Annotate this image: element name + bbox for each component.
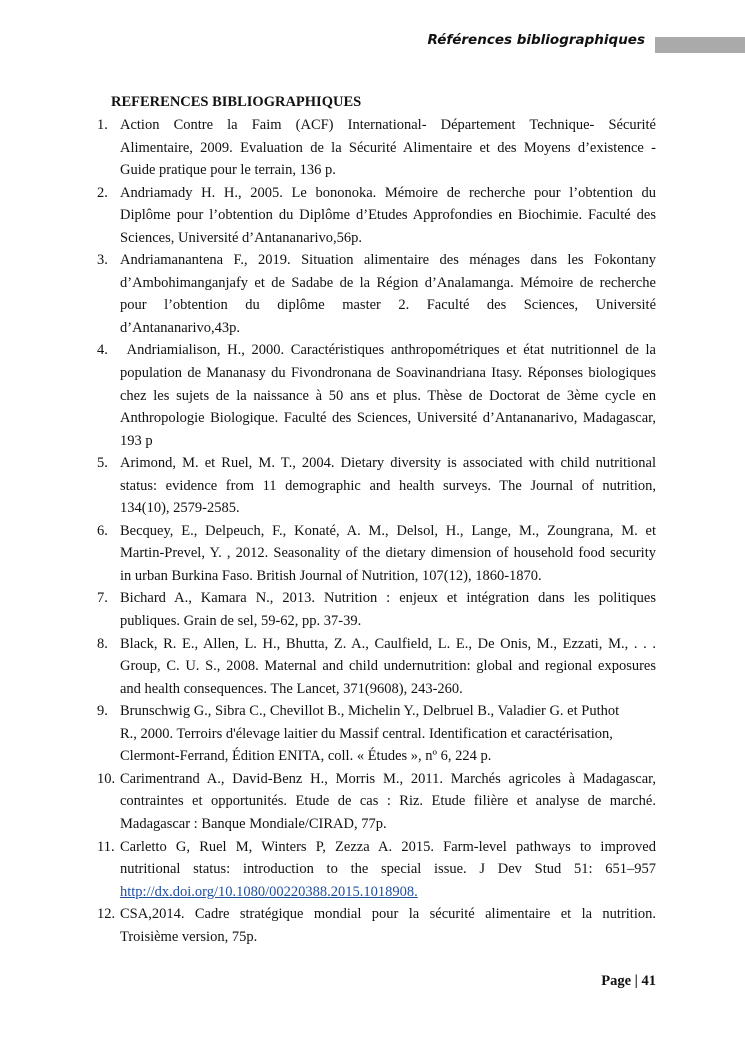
reference-line: publiques. Grain de sel, 59-62, pp. 37-39. bbox=[120, 613, 362, 630]
reference-line: CSA,2014. Cadre stratégique mondial pour la sécurité alimentaire et la nutrition. bbox=[120, 906, 656, 923]
reference-line: Andriamanantena F., 2019. Situation alimentaire des ménages dans les Fokontany bbox=[120, 252, 656, 269]
reference-item bbox=[0, 520, 745, 588]
reference-line: Andriamady H. H., 2005. Le bononoka. Mémoire de recherche pour l’obtention du bbox=[120, 184, 656, 201]
reference-item bbox=[0, 452, 745, 520]
reference-number: 11. bbox=[97, 838, 115, 855]
reference-item bbox=[0, 114, 745, 182]
reference-number: 2. bbox=[97, 184, 108, 201]
reference-line: in urban Burkina Faso. British Journal of Nutrition, 107(12), 1860-1870. bbox=[120, 567, 542, 584]
reference-line: Alimentaire, 2009. Evaluation de la Sécurité Alimentaire et des Moyens d’existence - bbox=[120, 139, 656, 156]
section-title: REFERENCES BIBLIOGRAPHIQUES bbox=[111, 94, 362, 110]
reference-line: Troisième version, 75p. bbox=[120, 928, 258, 945]
reference-line: Bichard A., Kamara N., 2013. Nutrition : enjeux et intégration dans les politiques bbox=[120, 590, 656, 607]
reference-line: Action Contre la Faim (ACF) International- Département Technique- Sécurité bbox=[120, 117, 656, 133]
reference-number: 7. bbox=[97, 590, 108, 607]
reference-item bbox=[0, 768, 745, 836]
reference-item bbox=[0, 633, 745, 701]
reference-line: pour l’obtention du diplôme master 2. Faculté des Sciences, Université bbox=[120, 297, 656, 314]
reference-line: and health consequences. The Lancet, 371(9608), 243-260. bbox=[120, 680, 463, 697]
reference-item bbox=[0, 700, 745, 768]
running-header: Références bibliographiques bbox=[427, 32, 645, 48]
reference-line: Andriamialison, H., 2000. Caractéristiques anthropométriques et état nutritionnel de la bbox=[120, 342, 656, 359]
reference-number: 5. bbox=[97, 455, 108, 472]
reference-line: Sciences, Université d’Antananarivo,56p. bbox=[120, 229, 362, 246]
reference-line: Martin-Prevel, Y. , 2012. Seasonality of the dietary dimension of household food security bbox=[120, 545, 656, 562]
reference-number: 4. bbox=[97, 342, 108, 359]
reference-number: 6. bbox=[97, 522, 108, 539]
reference-number: 10. bbox=[97, 770, 116, 787]
reference-line: Group, C. U. S., 2008. Maternal and child undernutrition: global and regional exposures bbox=[120, 658, 656, 675]
reference-item bbox=[0, 903, 745, 948]
reference-number: 9. bbox=[97, 703, 108, 720]
reference-item bbox=[0, 182, 745, 250]
reference-line: chez les sujets de la naissance à 50 ans et plus. Thèse de Doctorat de 3ème cycle en bbox=[120, 387, 656, 404]
reference-line: nutritional status: introduction to the special issue. J Dev Stud 51: 651–957 bbox=[120, 861, 656, 878]
reference-line: Guide pratique pour le terrain, 136 p. bbox=[120, 162, 336, 179]
reference-line: Anthropologie Biologique. Faculté des Sciences, Université d’Antananarivo, Madagascar, bbox=[120, 410, 656, 427]
reference-number: 3. bbox=[97, 252, 108, 269]
reference-line: Becquey, E., Delpeuch, F., Konaté, A. M., Delsol, H., Lange, M., Zoungrana, M. et bbox=[120, 522, 656, 539]
reference-line: Clermont-Ferrand, Édition ENITA, coll. « Études », nº 6, 224 p. bbox=[120, 748, 492, 765]
reference-line: Madagascar : Banque Mondiale/CIRAD, 77p. bbox=[120, 815, 387, 832]
doi-link[interactable]: http://dx.doi.org/10.1080/00220388.2015.1018908. bbox=[120, 883, 418, 900]
reference-line: 134(10), 2579-2585. bbox=[120, 500, 240, 517]
reference-item bbox=[0, 339, 745, 452]
header-bar bbox=[655, 37, 745, 53]
reference-number: 12. bbox=[97, 906, 116, 923]
reference-line: status: evidence from 11 demographic and health surveys. The Journal of nutrition, bbox=[120, 477, 656, 494]
reference-line: d’Antananarivo,43p. bbox=[120, 319, 240, 336]
reference-line: R., 2000. Terroirs d'élevage laitier du Massif central. Identification et caractérisation, bbox=[120, 725, 613, 742]
reference-list bbox=[0, 114, 745, 948]
reference-line: Carletto G, Ruel M, Winters P, Zezza A. 2015. Farm-level pathways to improved bbox=[120, 838, 656, 855]
page-number: Page | 41 bbox=[601, 973, 656, 989]
reference-line: Brunschwig G., Sibra C., Chevillot B., Michelin Y., Delbruel B., Valadier G. et Puthot bbox=[120, 703, 620, 720]
reference-line: d’Ambohimanganjafy et de Sadabe de la Région d’Analamanga. Mémoire de recherche bbox=[120, 274, 656, 291]
reference-line: Carimentrand A., David-Benz H., Morris M., 2011. Marchés agricoles à Madagascar, bbox=[120, 770, 656, 787]
reference-number: 1. bbox=[97, 117, 108, 133]
reference-line: Arimond, M. et Ruel, M. T., 2004. Dietary diversity is associated with child nutritional bbox=[120, 455, 656, 472]
reference-item bbox=[0, 249, 745, 339]
reference-line: population de Mananasy du Fivondronana de Soavinandriana Itasy. Réponses biologiques bbox=[120, 365, 656, 382]
reference-line: contraintes et opportunités. Etude de cas : Riz. Etude filière et analyse de marché. bbox=[120, 793, 656, 810]
reference-line: 193 p bbox=[120, 432, 153, 449]
reference-line: Diplôme pour l’obtention du Diplôme d’Etudes Approfondies en Biochimie. Faculté des bbox=[120, 207, 656, 224]
reference-number: 8. bbox=[97, 635, 108, 652]
reference-item bbox=[0, 587, 745, 632]
reference-line: Black, R. E., Allen, L. H., Bhutta, Z. A., Caulfield, L. E., De Onis, M., Ezzati, M., . . . bbox=[120, 635, 656, 652]
reference-item bbox=[0, 836, 745, 904]
